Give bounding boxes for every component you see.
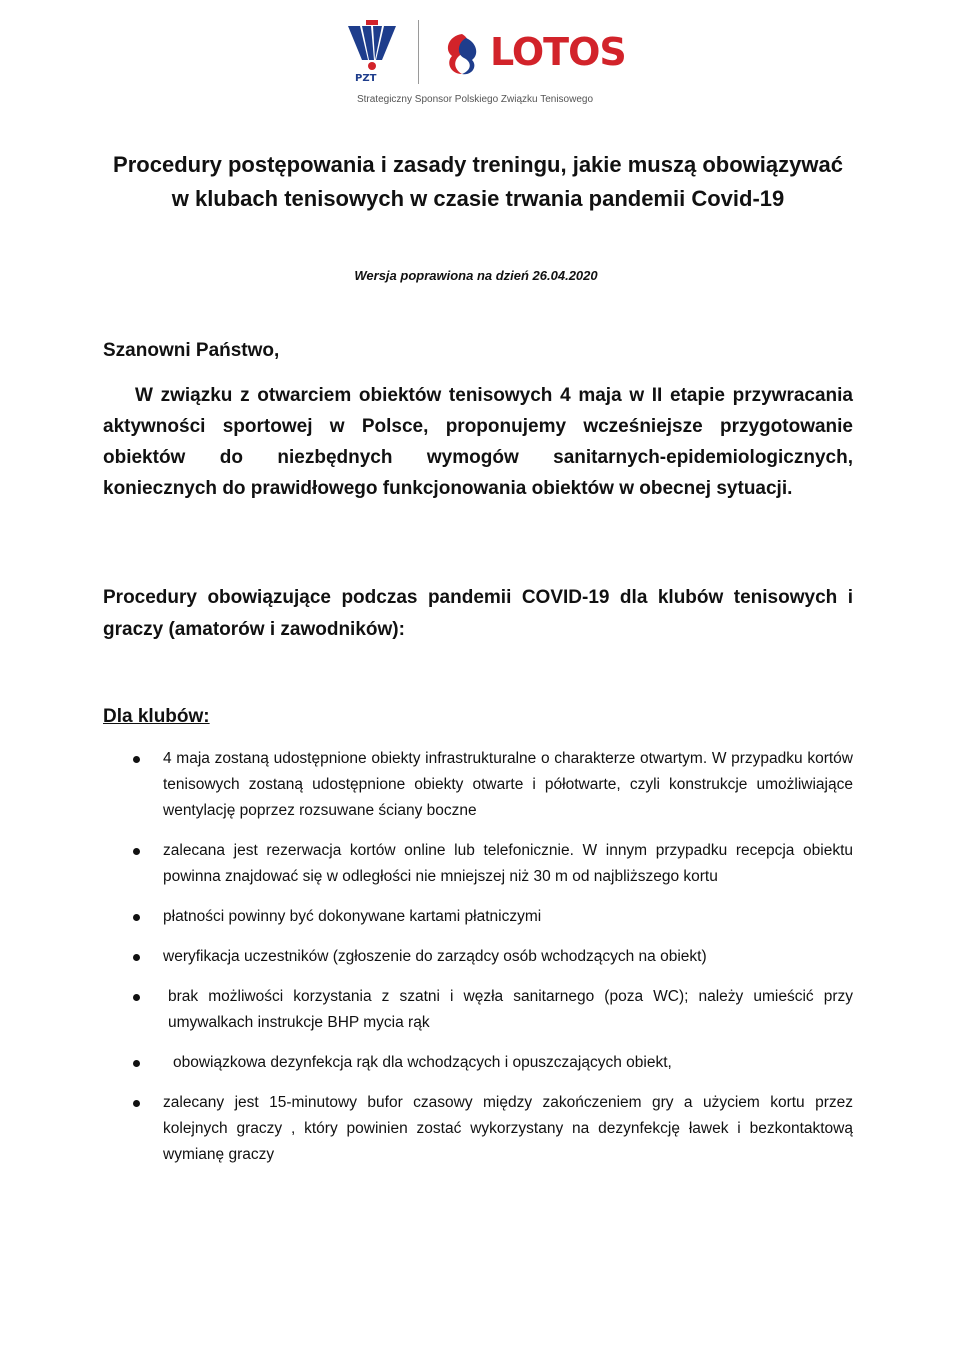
clubs-heading: Dla klubów: — [103, 706, 210, 727]
bullet-icon — [133, 954, 140, 961]
bullet-icon — [133, 994, 140, 1001]
lotos-flower-icon — [442, 32, 482, 76]
sponsor-line — [0, 94, 966, 105]
list-item — [103, 746, 853, 824]
lotos-wordmark: LOTOS — [490, 30, 626, 74]
list-item-text: brak możliwości korzystania z szatni i węzła sanitarnego (poza WC); należy umieścić przy umywalkach instrukcje BHP mycia rąk — [168, 988, 853, 1031]
logo-divider — [418, 20, 419, 84]
list-item-text: 4 maja zostaną udostępnione obiekty infrastrukturalne o charakterze otwartym. W przypadku kortów tenisowych zostaną udostępnione obiekty otwarte i półotwarte, czyli konstrukcje umożliwiające wentylację poprzez rozsuwane ściany boczne — [163, 750, 853, 819]
bullet-icon — [133, 1060, 140, 1067]
intro-paragraph: W związku z otwarciem obiektów tenisowych 4 maja w II etapie przywracania aktywności sportowej w Polsce, proponujemy wcześniejsze przygotowanie obiektów do niezbędnych wymogów sanitarnych-epidemiologicznych, koniecznych do prawidłowego funkcjonowania obiektów w obecnej sytuacji. — [103, 385, 853, 499]
version-note — [0, 268, 966, 283]
list-item-text: zalecany jest 15-minutowy bufor czasowy między zakończeniem gry a użyciem kortu przez kolejnych graczy , który powinien zostać wykorzystany na dezynfekcję ławek i bezkontaktową wymianę graczy — [163, 1094, 853, 1163]
logo-row — [344, 20, 626, 90]
list-item — [103, 944, 853, 970]
document-header — [0, 14, 966, 114]
list-item — [103, 904, 853, 930]
list-item-text: obowiązkowa dezynfekcja rąk dla wchodzących i opuszczających obiekt, — [173, 1054, 672, 1071]
bullet-icon — [133, 914, 140, 921]
greeting: Szanowni Państwo, — [103, 340, 280, 361]
list-item — [103, 1090, 853, 1168]
sponsor-text: Strategiczny Sponsor Polskiego Związku Tenisowego — [356, 94, 594, 105]
pzt-label: PZT — [355, 73, 377, 84]
version-text: Wersja poprawiona na dzień 26.04.2020 — [354, 268, 598, 283]
bullet-icon — [133, 1100, 140, 1107]
list-item-text: weryfikacja uczestników (zgłoszenie do zarządcy osób wchodzących na obiekt) — [163, 948, 707, 965]
list-item-text: zalecana jest rezerwacja kortów online lub telefonicznie. W innym przypadku recepcja obiektu powinna znajdować się w odległości nie mniejszej niż 30 m od najbliższego kortu — [163, 842, 853, 885]
bullet-icon — [133, 756, 140, 763]
list-item — [103, 984, 853, 1036]
bullet-icon — [133, 848, 140, 855]
document-title: Procedury postępowania i zasady treningu, jakie muszą obowiązywać w klubach tenisowych w czasie trwania pandemii Covid-19 — [113, 152, 843, 211]
list-item — [103, 838, 853, 890]
procedures-heading: Procedury obowiązujące podczas pandemii COVID-19 dla klubów tenisowych i graczy (amatorów i zawodników): — [103, 587, 853, 640]
list-item-text: płatności powinny być dokonywane kartami płatniczymi — [163, 908, 542, 925]
list-item — [103, 1050, 853, 1076]
clubs-list — [103, 746, 853, 1182]
